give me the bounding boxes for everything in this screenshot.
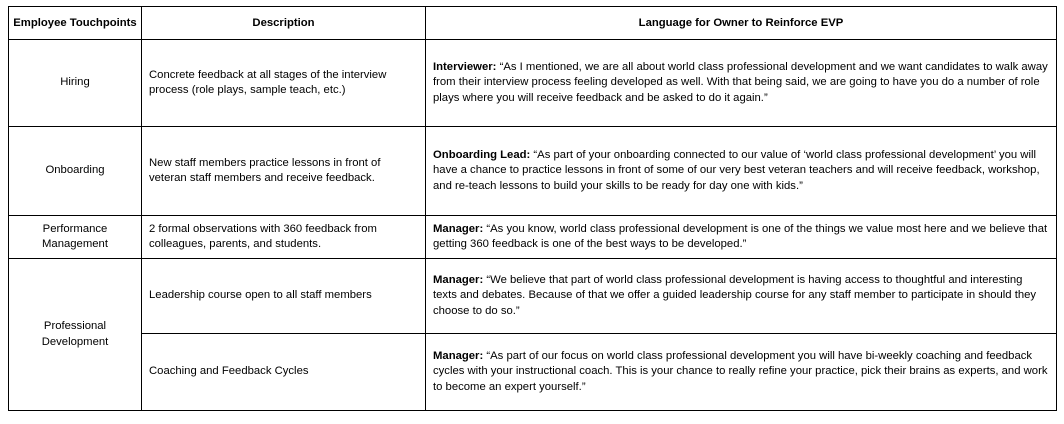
speaker-label: Manager: [433,273,484,286]
speaker-label: Onboarding Lead: [433,148,531,161]
table-row-hiring [9,40,1057,127]
language-cell [426,334,1057,411]
description-cell: Concrete feedback at all stages of the interview process (role plays, sample teach, etc.) [142,40,426,127]
speaker-label: Interviewer: [433,60,497,73]
touchpoint-cell: Professional Development [9,259,142,411]
quote-text: “As part of your onboarding connected to our value of ‘world class professional development’ you will have a chance to practice lessons in front of some of our very best veteran teachers and will receive feedback, workshop, and re-teach lessons to build your skills to be ready for day one with kids.” [433,148,1040,192]
header-touchpoints: Employee Touchpoints [9,7,142,40]
touchpoint-cell: Performance Management [9,216,142,259]
touchpoint-cell: Onboarding [9,127,142,216]
table-row-professional-development-leadership [9,259,1057,334]
quote-text: “As part of our focus on world class professional development you will have bi-weekly coaching and feedback cycles with your instructional coach. This is your chance to really refine your practice, pick their brains as experts, and work to become an expert yourself.” [433,349,1048,393]
quote-text: “We believe that part of world class professional development is having access to thoughtful and interesting texts and debates. Because of that we offer a guided leadership course for any staff member to participate in should they choose to do so.” [433,273,1037,317]
header-row [9,7,1057,40]
language-cell [426,40,1057,127]
touchpoint-cell: Hiring [9,40,142,127]
description-cell: Coaching and Feedback Cycles [142,334,426,411]
quote-text: “As you know, world class professional development is one of the things we value most here and we believe that getting 360 feedback is one of the best ways to be developed.” [433,222,1048,250]
header-description: Description [142,7,426,40]
language-cell [426,259,1057,334]
table-row-professional-development-coaching [9,334,1057,411]
speaker-label: Manager: [433,349,484,362]
table-row-onboarding [9,127,1057,216]
language-cell [426,127,1057,216]
description-cell: 2 formal observations with 360 feedback from colleagues, parents, and students. [142,216,426,259]
table-row-performance-management [9,216,1057,259]
description-cell: Leadership course open to all staff members [142,259,426,334]
description-cell: New staff members practice lessons in front of veteran staff members and receive feedback. [142,127,426,216]
speaker-label: Manager: [433,222,484,235]
quote-text: “As I mentioned, we are all about world class professional development and we want candidates to walk away from their interview process feeling developed as well. With that being said, we are going to have you do a number of role plays where you will receive feedback and be asked to do it again.” [433,60,1048,104]
header-language: Language for Owner to Reinforce EVP [426,7,1057,40]
evp-touchpoints-table [8,6,1057,411]
language-cell [426,216,1057,259]
